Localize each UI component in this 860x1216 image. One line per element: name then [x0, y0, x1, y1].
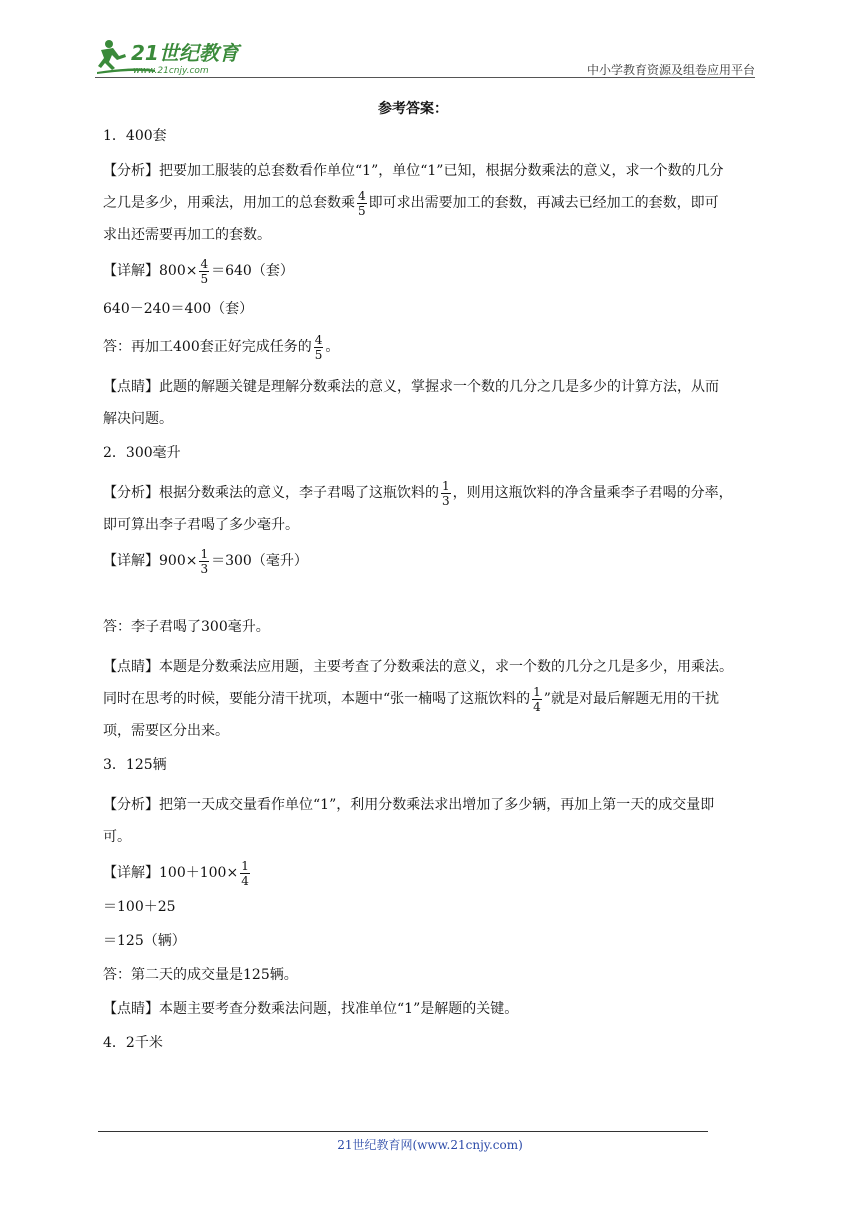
q2-answer: 答：李子君喝了300毫升。 [103, 619, 270, 635]
q1-analysis-line2: 之几是多少，用乘法，用加工的总套数乘 $\frac{4}{5}$ 即可求出需要加工的套数，再减去已经加工的套数，即可 [103, 188, 719, 218]
q1-analysis-line1: 【分析】把要加工服装的总套数看作单位“1”，单位“1”已知，根据分数乘法的意义，求一个数的几分 [103, 163, 724, 179]
q1-note: 【点睛】此题的解题关键是理解分数乘法的意义，掌握求一个数的几分之几是多少的计算方法，从而 解决问题。 [103, 379, 719, 427]
fraction: $\frac{1}{4}$ [241, 858, 249, 888]
svg-text:www.21cnjy.com: www.21cnjy.com [133, 66, 209, 76]
page-title: 参考答案： [378, 101, 448, 117]
q3-answer: 答：第二天的成交量是125辆。 [103, 967, 298, 983]
page-header [95, 30, 755, 80]
q1-analysis [103, 155, 763, 251]
logo-21cnjy [95, 36, 260, 76]
fraction: $\frac{4}{5}$ [314, 332, 323, 362]
q1-heading: 1．400套 [103, 128, 167, 144]
q1-analysis-line3: 求出还需要再加工的套数。 [103, 227, 271, 243]
q3-detail-line2: ＝100＋25 [103, 899, 176, 915]
q2-note-line2: 同时在思考的时候，要能分清干扰项，本题中“张一楠喝了这瓶饮料的 $\frac{1}{4}$ ”就是对最后解题无用的干扰 [103, 684, 719, 714]
q1-detail-line2: 640－240＝400（套） [103, 301, 254, 317]
q1-answer: 答：再加工400套正好完成任务的 $\frac{4}{5}$ 。 [103, 332, 340, 362]
fraction: $\frac{1}{3}$ [200, 546, 209, 576]
fraction: $\frac{4}{5}$ [358, 188, 366, 218]
fraction: $\frac{1}{4}$ [533, 684, 541, 714]
q2-heading: 2．300毫升 [103, 445, 181, 461]
svg-text:21世纪教育: 21世纪教育 [131, 41, 239, 65]
footer-divider [98, 1131, 708, 1132]
answer-content [103, 95, 763, 1059]
header-divider [95, 77, 755, 78]
q1-detail-line1: 【详解】800× $\frac{4}{5}$ ＝640（套） [103, 256, 294, 286]
q3-heading: 3．125辆 [103, 757, 167, 773]
footer-link[interactable]: 21世纪教育网(www.21cnjy.com) [337, 1138, 523, 1152]
q2-detail: 【详解】900× $\frac{1}{3}$ ＝300（毫升） [103, 546, 308, 576]
q3-note: 【点睛】本题主要考查分数乘法问题，找准单位“1”是解题的关键。 [103, 1001, 519, 1017]
platform-name: 中小学教育资源及组卷应用平台 [586, 63, 755, 77]
q3-detail-line1: 【详解】100＋100× $\frac{1}{4}$ [103, 858, 249, 888]
fraction: $\frac{4}{5}$ [200, 256, 209, 286]
q3-analysis: 【分析】把第一天成交量看作单位“1”，利用分数乘法求出增加了多少辆，再加上第一天的成交量即 可。 [103, 797, 715, 845]
q3-detail-line3: ＝125（辆） [103, 933, 186, 949]
q2-analysis: 【分析】根据分数乘法的意义，李子君喝了这瓶饮料的 $\frac{1}{3}$ ，则用这瓶饮料的净含量乘李子君喝的分率， 即可算出李子君喝了多少毫升。 [103, 477, 763, 541]
fraction: $\frac{1}{3}$ [442, 478, 450, 508]
q2-note: 【点睛】本题是分数乘法应用题，主要考查了分数乘法的意义，求一个数的几分之几是多少，用乘法。 同时在思考的时候，要能分清干扰项，本题中“张一楠喝了这瓶饮料的 $\frac{1}{4}$ ”就是对最后解题无用的干扰 项，需要区分出来。 [103, 651, 763, 747]
q2-analysis-line1: 【分析】根据分数乘法的意义，李子君喝了这瓶饮料的 $\frac{1}{3}$ ，则用这瓶饮料的净含量乘李子君喝的分率， [103, 478, 733, 508]
q4-heading: 4．2千米 [103, 1035, 163, 1051]
